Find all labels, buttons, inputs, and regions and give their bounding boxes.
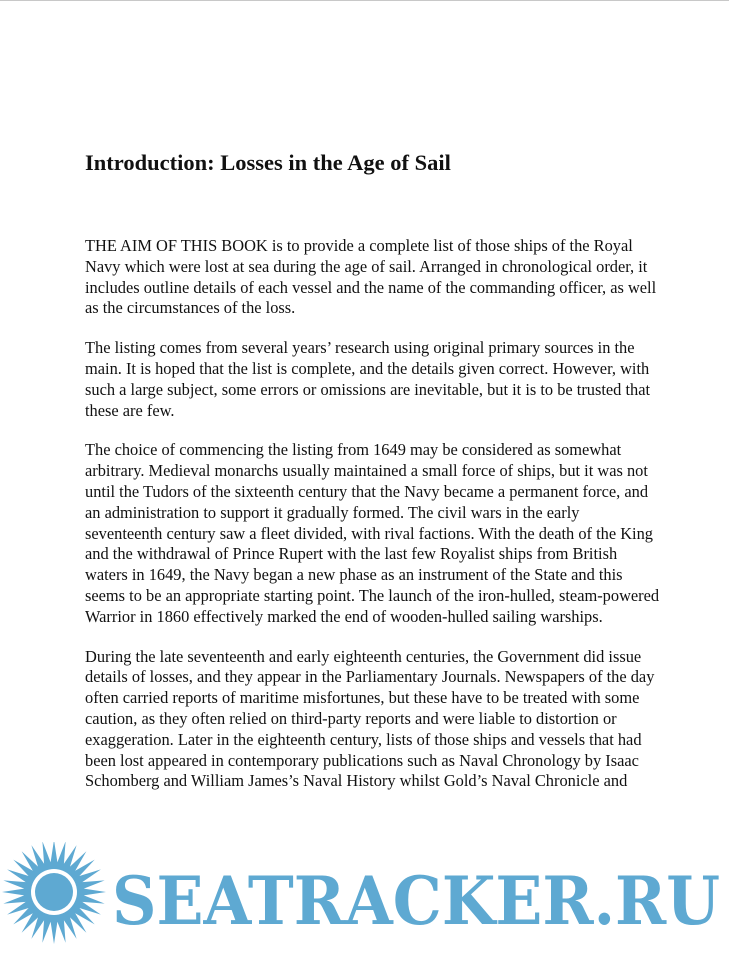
sun-logo-icon <box>2 842 106 944</box>
paragraph-1: THE AIM OF THIS BOOK is to provide a complete list of those ships of the Royal Navy which were lost at sea during the age of sail. Arranged in chronological order, it includes outline details of each vessel and the name of the commanding officer, as well as the circumstances of the loss. <box>85 236 657 318</box>
page-top-border <box>0 0 729 1</box>
body-text <box>85 236 660 811</box>
paragraph-2: The listing comes from several years’ research using original primary sources in the main. It is hoped that the list is complete, and the details given correct. However, with such a large subject, some errors or omissions are inevitable, but it is to be trusted that these are few. <box>85 338 651 420</box>
watermark <box>0 842 729 952</box>
paragraph-4: During the late seventeenth and early eighteenth centuries, the Government did issue details of losses, and they appear in the Parliamentary Journals. Newspapers of the day often carried reports of maritime misfortunes, but these have to be treated with some caution, as they often relied on third-party reports and were liable to distortion or exaggeration. Later in the eighteenth century, lists of those ships and vessels that had been lost appeared in contemporary publications such as Naval Chronology by Isaac Schomberg and William James’s Naval History whilst Gold’s Naval Chronicle and <box>85 646 655 791</box>
watermark-text: SEATRACKER.RU <box>112 862 720 940</box>
paragraph-3: The choice of commencing the listing from 1649 may be considered as somewhat arbitrary. Medieval monarchs usually maintained a small force of ships, but it was not until the Tudors of the sixteenth century that the Navy became a permanent force, and an administration to support it gradually formed. The civil wars in the early seventeenth century saw a fleet divided, with rival factions. With the death of the King and the withdrawal of Prince Rupert with the last few Royalist ships from British waters in 1649, the Navy began a new phase as an instrument of the State and this seems to be an appropriate starting point. The launch of the iron-hulled, steam-powered Warrior in 1860 effectively marked the end of wooden-hulled sailing warships. <box>85 440 660 626</box>
page-title: Introduction: Losses in the Age of Sail <box>85 150 451 175</box>
watermark-graphic <box>0 842 729 952</box>
